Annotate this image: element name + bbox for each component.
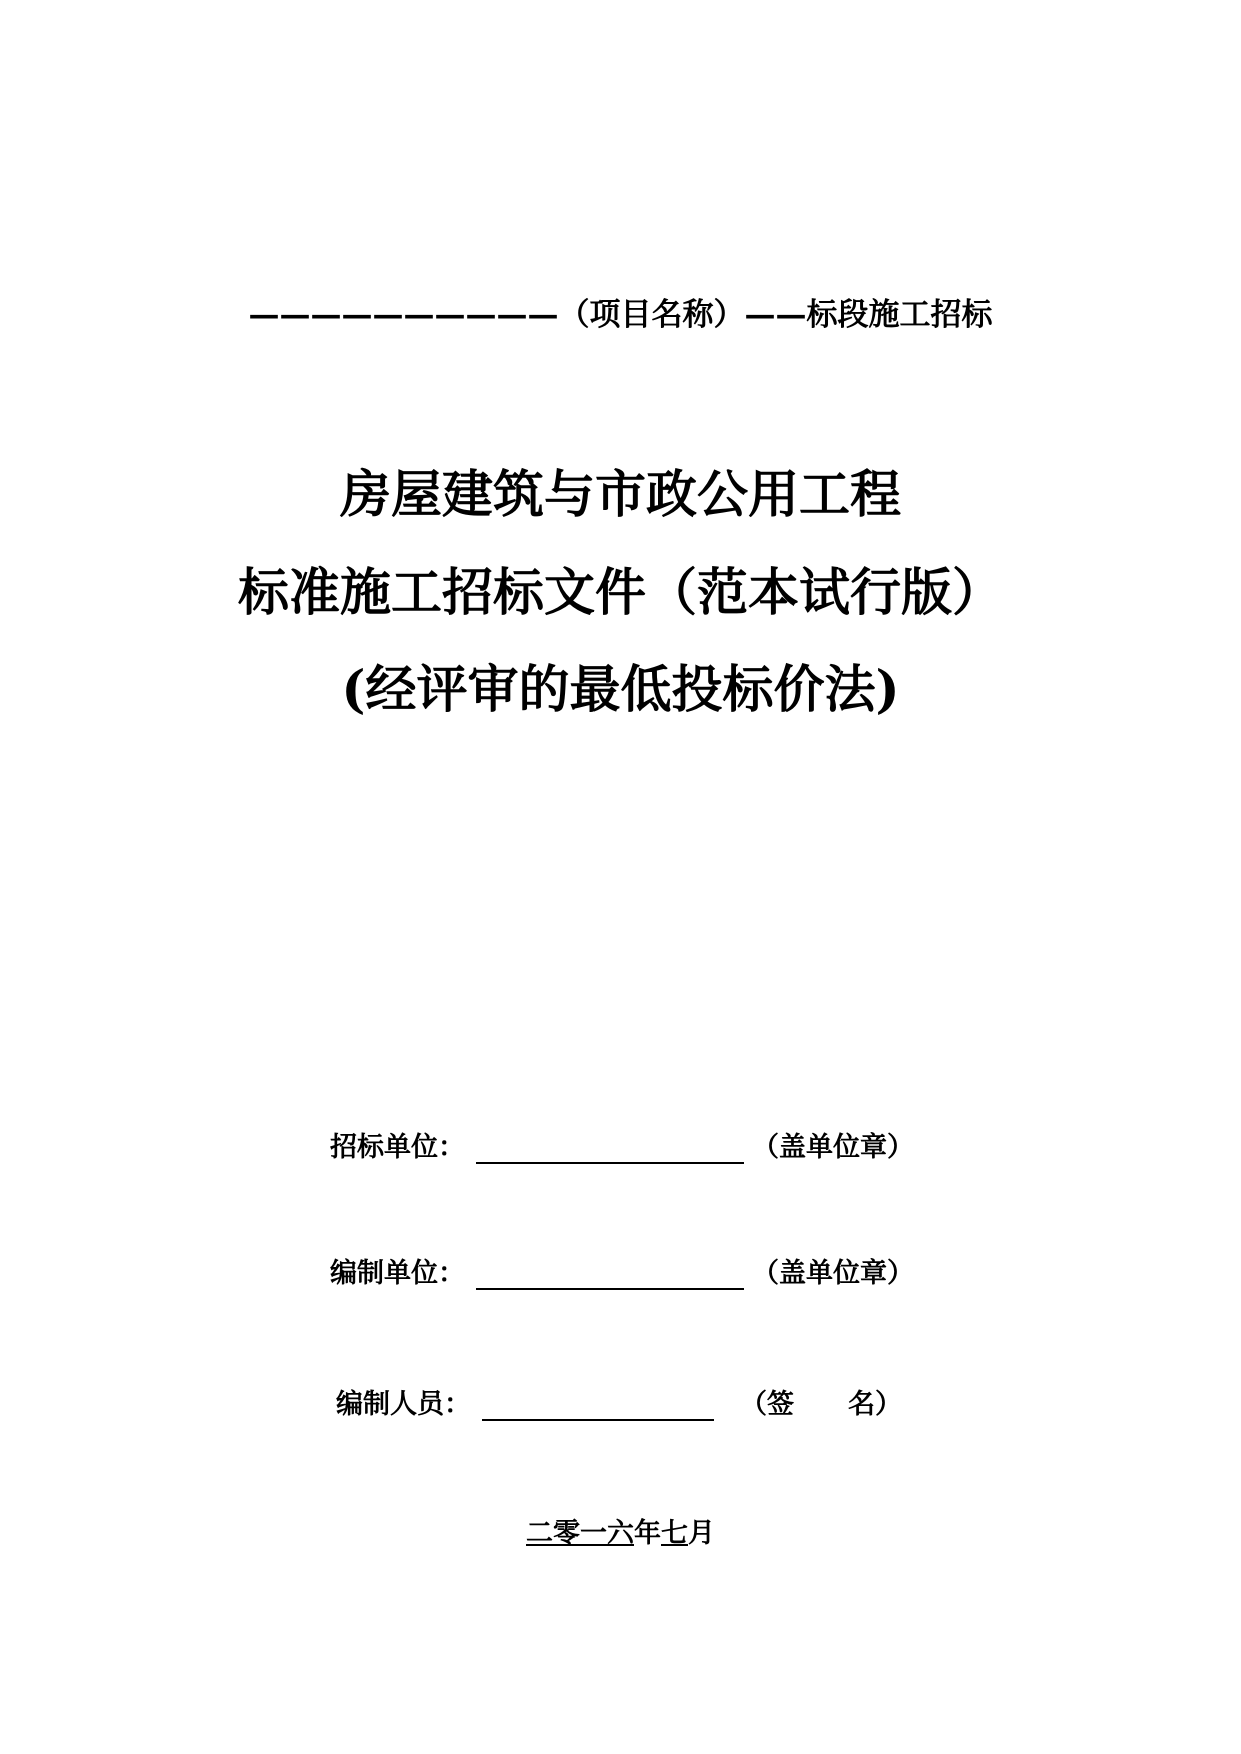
compiler-person-field (336, 1383, 936, 1427)
project-tender-heading (0, 293, 1241, 337)
heading-dashes: —————————— (248, 297, 559, 333)
tender-suffix: 标段施工招标 (806, 297, 993, 333)
tenderer-blank-line (476, 1126, 744, 1164)
compiler-unit-label: 编制单位： (330, 1258, 465, 1289)
compiler-unit-blank-line (476, 1252, 744, 1290)
heading-mid-dashes: —— (744, 297, 807, 333)
compiler-person-signature-note: （签 名） (740, 1389, 902, 1420)
date-month-char: 月 (688, 1518, 715, 1549)
document-title-line-2: 标准施工招标文件（范本试行版） (237, 563, 1003, 623)
date-year-char: 年 (634, 1518, 661, 1549)
date-year: 二零一六 (526, 1518, 634, 1549)
tenderer-label: 招标单位： (330, 1132, 465, 1163)
compiler-person-blank-line (482, 1383, 714, 1421)
date-month: 七 (661, 1518, 688, 1549)
document-date (0, 1512, 1241, 1556)
compiler-unit-seal-note: （盖单位章） (752, 1258, 914, 1289)
project-name-placeholder: （项目名称） (558, 297, 745, 333)
tenderer-seal-note: （盖单位章） (752, 1132, 914, 1163)
document-title-line-1: 房屋建筑与市政公用工程 (339, 465, 901, 525)
compiler-unit-field (330, 1252, 930, 1296)
tenderer-field (330, 1126, 930, 1170)
document-title-line-3: (经评审的最低投标价法) (341, 660, 900, 720)
compiler-person-label: 编制人员： (336, 1389, 471, 1420)
